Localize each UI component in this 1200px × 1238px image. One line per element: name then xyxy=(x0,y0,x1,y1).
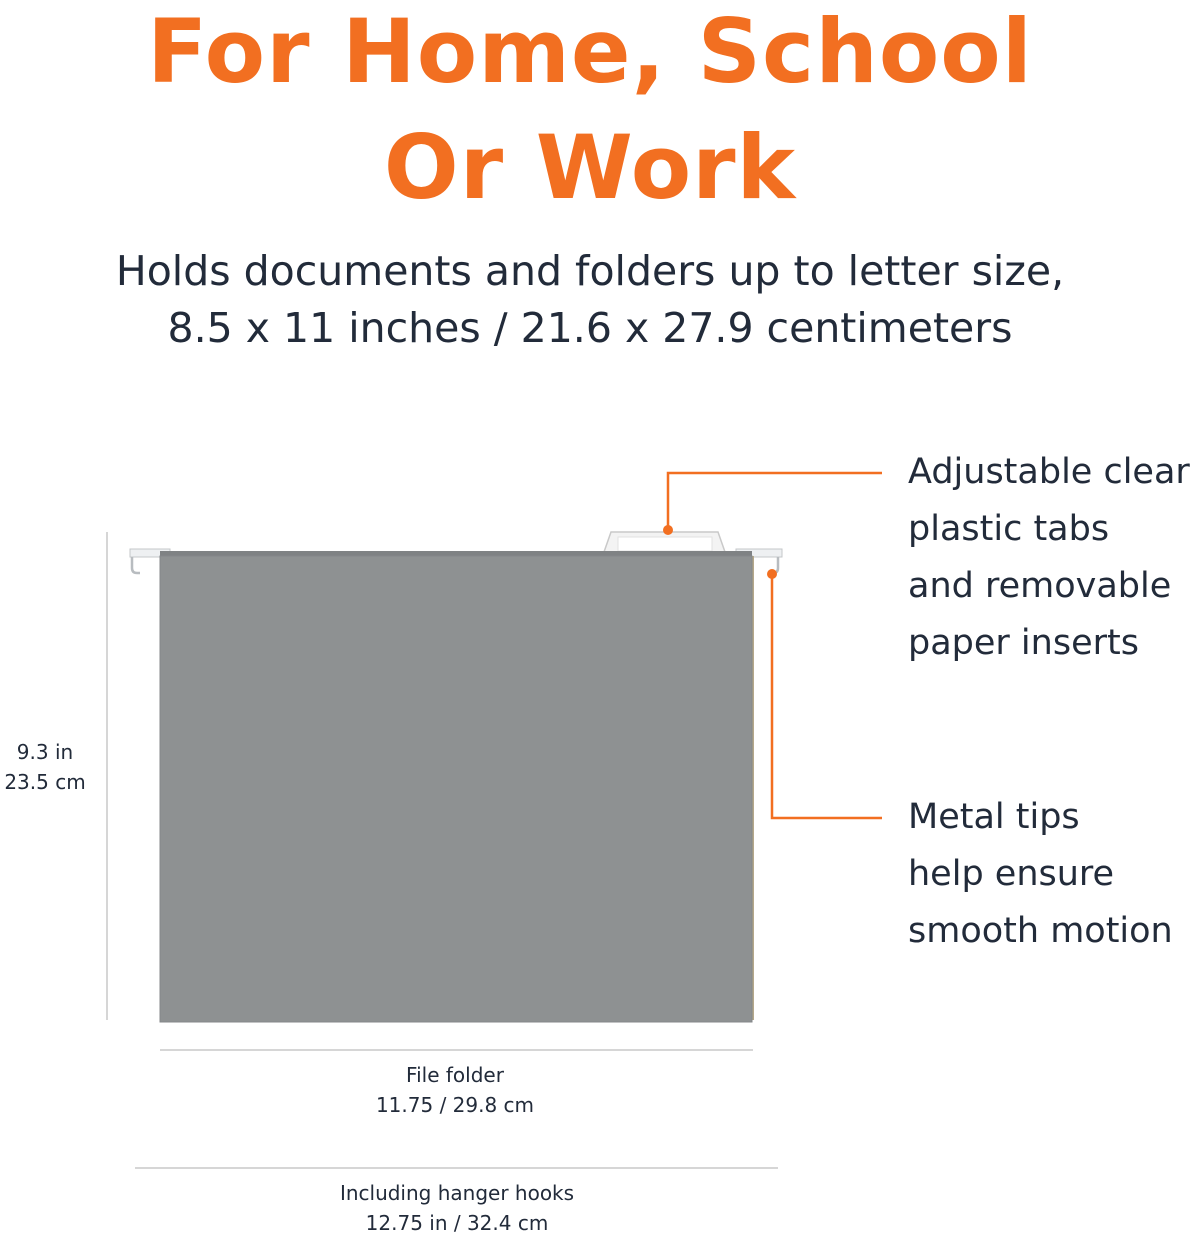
tab-callout-connector xyxy=(663,473,882,535)
file-folder-body xyxy=(160,551,754,1022)
headline-line-1: For Home, School xyxy=(147,0,1033,103)
callout-plastic-tabs-line: plastic tabs xyxy=(908,509,1110,549)
folder-width-label xyxy=(260,1060,650,1120)
hook-width-label xyxy=(257,1178,657,1238)
callout-metal-tips xyxy=(908,789,1173,960)
callout-metal-tips-line: smooth motion xyxy=(908,911,1173,951)
metal-tip-callout-connector xyxy=(767,569,882,818)
folder-width-title: File folder xyxy=(406,1063,504,1087)
headline-line-2: Or Work xyxy=(383,116,797,219)
plastic-tab-icon xyxy=(604,532,725,552)
height-metric: 23.5 cm xyxy=(4,770,86,794)
callout-metal-tips-line: Metal tips xyxy=(908,797,1080,837)
callout-metal-tips-line: help ensure xyxy=(908,854,1115,894)
callout-plastic-tabs-line: and removable xyxy=(908,566,1172,606)
subheadline-line-2: 8.5 x 11 inches / 21.6 x 27.9 centimeters xyxy=(167,304,1013,352)
callout-plastic-tabs xyxy=(908,444,1190,672)
subheadline-line-1: Holds documents and folders up to letter size, xyxy=(115,247,1065,295)
hook-width-value: 12.75 in / 32.4 cm xyxy=(365,1211,549,1235)
hook-width-title: Including hanger hooks xyxy=(339,1181,575,1205)
folder-width-value: 11.75 / 29.8 cm xyxy=(375,1093,535,1117)
callout-plastic-tabs-line: Adjustable clear xyxy=(908,452,1190,492)
height-dimension-label xyxy=(0,737,90,797)
height-imperial: 9.3 in xyxy=(16,740,74,764)
callout-plastic-tabs-line: paper inserts xyxy=(908,623,1139,663)
